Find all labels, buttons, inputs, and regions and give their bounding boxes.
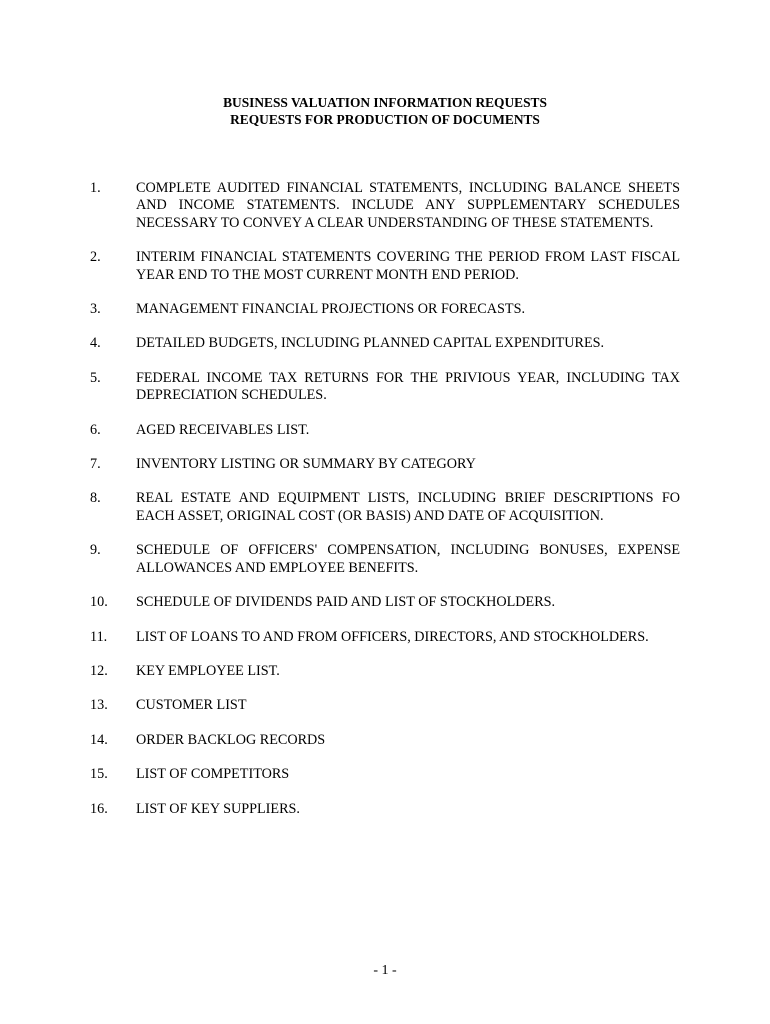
- item-text: CUSTOMER LIST: [136, 697, 247, 714]
- list-item: [0, 697, 770, 714]
- item-number: 5.: [90, 369, 101, 386]
- item-text: SCHEDULE OF DIVIDENDS PAID AND LIST OF STOCKHOLDERS.: [136, 594, 556, 611]
- list-item: [0, 335, 770, 352]
- item-text: DETAILED BUDGETS, INCLUDING PLANNED CAPITAL EXPENDITURES.: [136, 335, 605, 352]
- item-number: 2.: [90, 249, 101, 266]
- item-text: INTERIM FINANCIAL STATEMENTS COVERING THE PERIOD FROM LAST FISCAL YEAR END TO THE MOST CURRENT MONTH END PERIOD.: [136, 249, 680, 283]
- item-number: 12.: [90, 662, 108, 679]
- item-number: 10.: [90, 594, 108, 611]
- item-text: KEY EMPLOYEE LIST.: [136, 662, 280, 679]
- item-text: FEDERAL INCOME TAX RETURNS FOR THE PRIVIOUS YEAR, INCLUDING TAX DEPRECIATION SCHEDULES.: [136, 369, 680, 404]
- list-item: [0, 594, 770, 611]
- list-item: [0, 249, 770, 284]
- list-item: [0, 801, 770, 818]
- item-text: INVENTORY LISTING OR SUMMARY BY CATEGORY: [136, 456, 476, 473]
- item-number: 3.: [90, 301, 101, 318]
- item-number: 4.: [90, 335, 101, 352]
- item-number: 8.: [90, 490, 101, 507]
- item-text: REAL ESTATE AND EQUIPMENT LISTS, INCLUDING BRIEF DESCRIPTIONS FO EACH ASSET, ORIGINAL COST (OR BASIS) AND DATE OF ACQUISITION.: [136, 490, 680, 524]
- item-text: LIST OF KEY SUPPLIERS.: [136, 800, 300, 817]
- item-number: 15.: [90, 766, 108, 783]
- list-item: [0, 490, 770, 525]
- item-text: LIST OF COMPETITORS: [136, 766, 290, 783]
- list-item: [0, 542, 770, 577]
- list-item: [0, 766, 770, 783]
- list-item: [0, 456, 770, 473]
- item-number: 11.: [90, 628, 108, 645]
- item-number: 1.: [90, 180, 101, 196]
- item-text: MANAGEMENT FINANCIAL PROJECTIONS OR FORECASTS.: [136, 301, 526, 318]
- list-item: [0, 732, 770, 749]
- item-number: 9.: [90, 542, 101, 559]
- list-item: [0, 180, 770, 232]
- list-item: [0, 422, 770, 439]
- list-item: [0, 629, 770, 646]
- item-number: 6.: [90, 421, 101, 438]
- item-text: LIST OF LOANS TO AND FROM OFFICERS, DIRECTORS, AND STOCKHOLDERS.: [136, 628, 649, 645]
- list-item: [0, 663, 770, 680]
- item-text: AGED RECEIVABLES LIST.: [136, 421, 310, 438]
- item-number: 16.: [90, 800, 108, 817]
- item-text: SCHEDULE OF OFFICERS' COMPENSATION, INCLUDING BONUSES, EXPENSE ALLOWANCES AND EMPLOYEE BENEFITS.: [136, 542, 680, 576]
- title-line-1: BUSINESS VALUATION INFORMATION REQUESTS: [223, 95, 547, 110]
- item-number: 13.: [90, 697, 108, 714]
- list-item: [0, 301, 770, 318]
- title-line-2: REQUESTS FOR PRODUCTION OF DOCUMENTS: [230, 112, 540, 127]
- request-list: [0, 180, 770, 835]
- item-text: ORDER BACKLOG RECORDS: [136, 731, 326, 748]
- item-number: 7.: [90, 456, 101, 473]
- page-number: - 1 -: [373, 963, 397, 978]
- item-number: 14.: [90, 731, 108, 748]
- list-item: [0, 370, 770, 405]
- item-text: COMPLETE AUDITED FINANCIAL STATEMENTS, INCLUDING BALANCE SHEETS AND INCOME STATEMENTS. INCLUDE ANY SUPPLEMENTARY SCHEDULES NECESSARY TO CONVEY A CLEAR UNDERSTANDING OF THESE STATEMENTS.: [136, 180, 680, 231]
- document-title: [0, 94, 770, 128]
